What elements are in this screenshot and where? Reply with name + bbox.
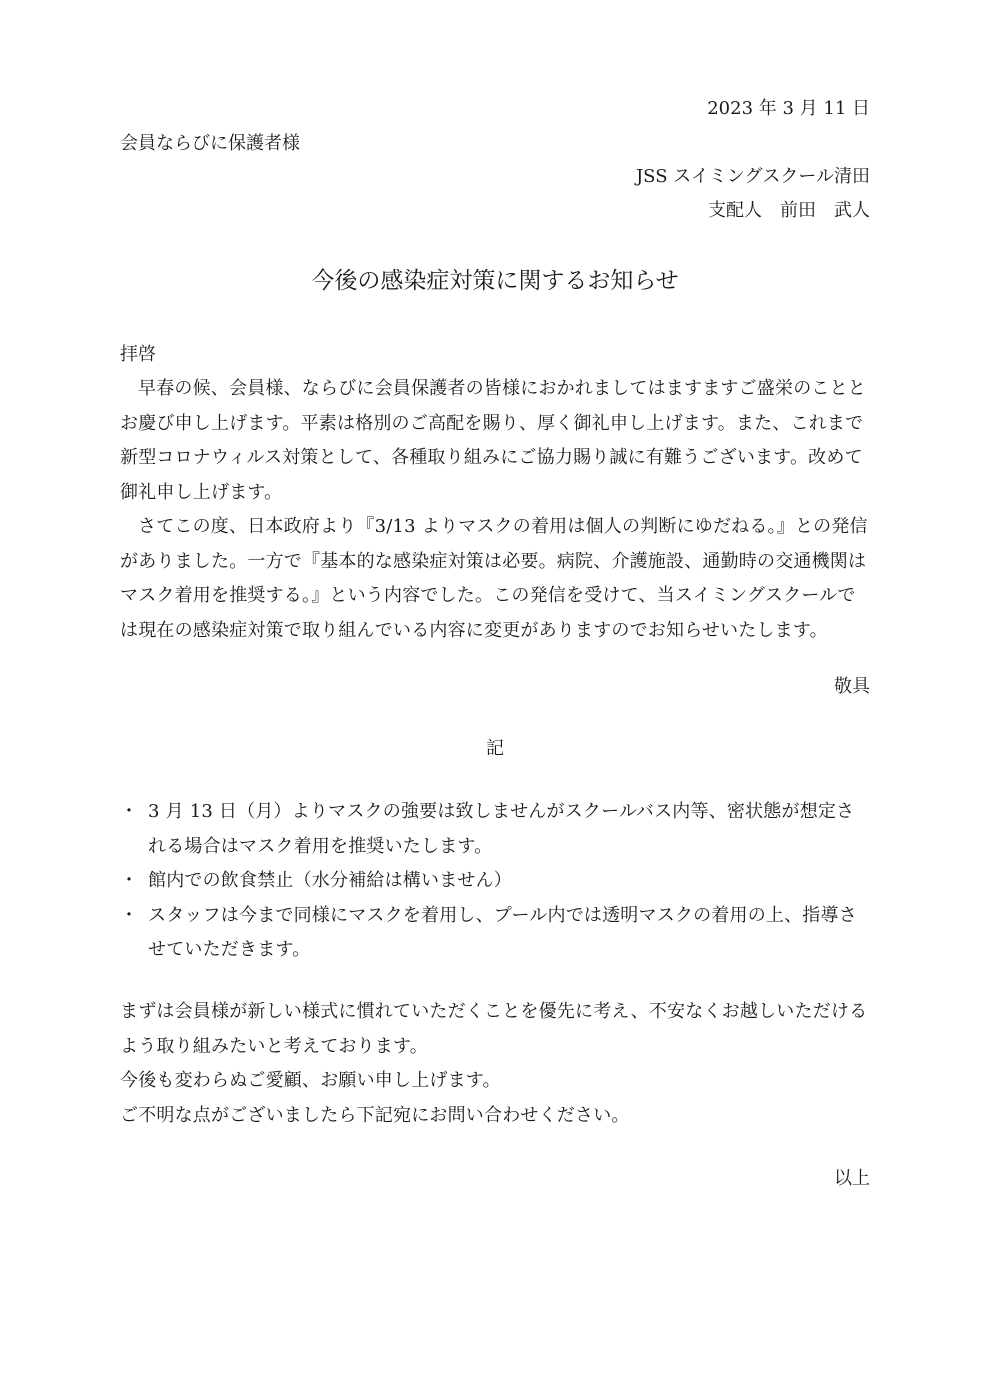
closing-line-1: まずは会員様が新しい様式に慣れていただくことを優先に考え、不安なくお越しいただけるよう取り組みたいと考えております。 xyxy=(120,1001,868,1057)
list-item-text: スタッフは今まで同様にマスクを着用し、プール内では透明マスクの着用の上、指導させていただきます。 xyxy=(148,904,857,960)
sender-person: 支配人 前田 武人 xyxy=(708,200,870,221)
document-date: 2023 年 3 月 11 日 xyxy=(707,98,870,119)
document-title: 今後の感染症対策に関するお知らせ xyxy=(311,268,679,294)
ki-heading: 記 xyxy=(486,738,504,759)
bullet-marker: ・ xyxy=(120,801,139,822)
salutation: 拝啓 xyxy=(120,344,156,365)
item-list xyxy=(120,795,872,968)
list-item xyxy=(120,864,872,899)
closing-block xyxy=(120,995,872,1133)
list-item xyxy=(120,795,872,864)
body-paragraph-2: さてこの度、日本政府より『3/13 よりマスクの着用は個人の判断にゆだねる。』との発信がありました。一方で『基本的な感染症対策は必要。病院、介護施設、通勤時の交通機関はマスク着用を推奨する。』という内容でした。この発信を受けて、当スイミングスクールでは現在の感染症対策で取り組んでいる内容に変更がありますのでお知らせいたします。 xyxy=(120,516,868,641)
list-item-text: 3 月 13 日（月）よりマスクの強要は致しませんがスクールバス内等、密状態が想定される場合はマスク着用を推奨いたします。 xyxy=(148,801,855,857)
complimentary-close: 敬具 xyxy=(834,676,870,697)
list-item xyxy=(120,899,872,968)
body-paragraph-1: 早春の候、会員様、ならびに会員保護者の皆様におかれましてはますますご盛栄のこととお慶び申し上げます。平素は格別のご高配を賜り、厚く御礼申し上げます。また、これまで新型コロナウィルス対策として、各種取り組みにご協力賜り誠に有難うございます。改めて御礼申し上げます。 xyxy=(120,378,866,503)
closing-line-2: 今後も変わらぬご愛顧、お願い申し上げます。 xyxy=(120,1070,501,1091)
sender-organization: JSS スイミングスクール清田 xyxy=(635,166,870,187)
closing-line-3: ご不明な点がございましたら下記宛にお問い合わせください。 xyxy=(120,1104,630,1126)
bullet-marker: ・ xyxy=(120,904,139,926)
recipient: 会員ならびに保護者様 xyxy=(120,133,300,154)
end-mark: 以上 xyxy=(834,1168,870,1189)
list-item-text: 館内での飲食禁止（水分補給は構いません） xyxy=(148,870,512,891)
bullet-marker: ・ xyxy=(120,870,139,891)
